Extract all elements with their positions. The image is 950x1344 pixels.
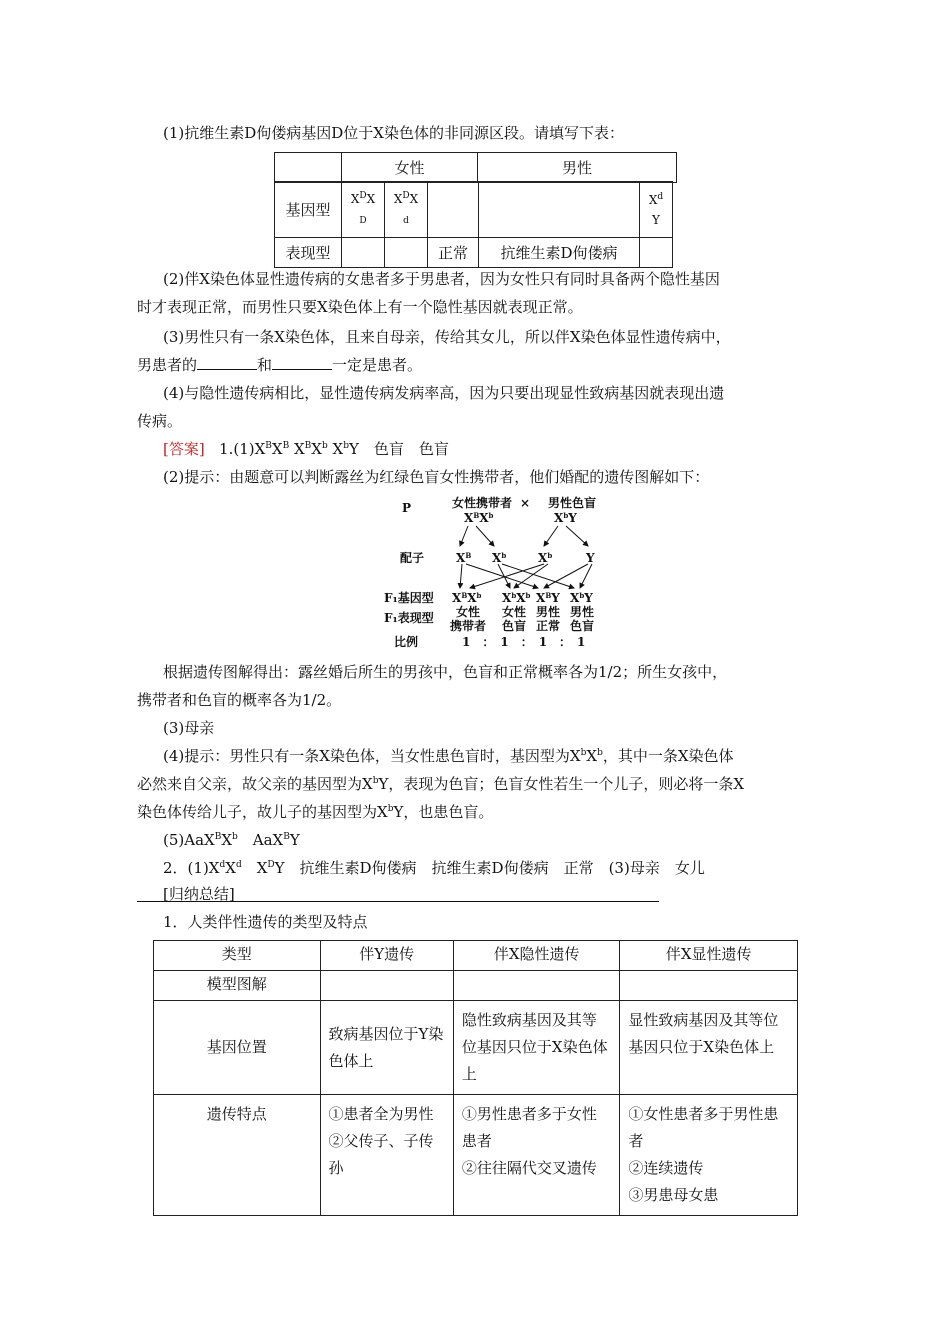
genotype-label: 基因型: [275, 182, 342, 238]
row-location-y: 致病基因位于Y染色体上: [320, 1001, 453, 1095]
row-feature-y: ①患者全为男性 ②父传子、子传孙: [320, 1095, 453, 1216]
f1-phenotype-4a: 男性: [570, 605, 595, 619]
f1-phenotype-4b: 色盲: [570, 619, 595, 633]
q4-line-1: (4)与隐性遗传病相比，显性遗传病发病率高，因为只要出现显性致病基因就表现出遗: [163, 384, 725, 402]
f1-genotype-4: $X^bY$: [570, 591, 593, 605]
row-feature-label: 遗传特点: [154, 1095, 321, 1216]
f1-phenotype-3b: 正常: [536, 619, 561, 633]
phenotype-normal: 正常: [428, 238, 479, 268]
answer-2-conclusion-1: 根据遗传图解得出：露丝婚后所生的男孩中，色盲和正常概率各为1/2；所生女孩中，: [163, 663, 728, 681]
row-model-xr: [453, 971, 620, 1001]
answer-5: $(5)AaX^BX^b$ AaX$^B$Y: [163, 831, 300, 849]
q2-line-2: 时才表现正常，而男性只要X染色体上有一个隐性基因就表现正常。: [137, 298, 583, 316]
f1-phenotype-1a: 女性: [456, 605, 481, 619]
gamete-label: 配子: [400, 551, 425, 565]
header-x-dominant: 伴X显性遗传: [620, 941, 798, 971]
cross-symbol: ×: [520, 496, 531, 510]
header-x-recessive: 伴X隐性遗传: [453, 941, 620, 971]
row-feature-xd: ①女性患者多于男性患者 ②连续遗传 ③男患母女患: [620, 1095, 798, 1216]
answer-2: (2)提示：由题意可以判断露丝为红绿色盲女性携带者，他们婚配的遗传图解如下：: [163, 468, 710, 486]
blank-1[interactable]: [197, 355, 257, 370]
phenotype-disease: 抗维生素D佝偻病: [479, 238, 640, 268]
phenotype-label: 表现型: [275, 238, 342, 268]
ratio-label: 比例: [394, 635, 419, 649]
answer-q2: 2．$(1)X^dX^d$ $X^DY$ 抗维生素D佝偻病 抗维生素D佝偻病 正常 (3)母亲 女儿: [163, 859, 705, 877]
male-header: 男性: [478, 153, 677, 183]
ratio-values: 1 ： 1 ： 1 ： 1: [462, 635, 586, 649]
father-label: 男性色盲: [548, 496, 597, 510]
q4-line-2: 传病。: [137, 412, 183, 430]
answer-1: [答案] $1.(1)X^BX^B$ $X^BX^b$ $X^bY$ 色盲 色盲: [163, 440, 449, 458]
gamete-y-father: Y: [586, 551, 595, 565]
question-1-intro: (1)抗维生素D佝偻病基因D位于X染色体的非同源区段。请填写下表：: [163, 124, 624, 142]
summary-table: [153, 940, 798, 1216]
f1-genotype-label: F₁基因型: [384, 591, 434, 605]
answer-4-line-3: 染色体传给儿子，故儿子的基因型为$X^bY$，也患色盲。: [137, 803, 494, 821]
f1-phenotype-2a: 女性: [502, 605, 527, 619]
q3-line-2: 男患者的 和 一定是患者。: [137, 356, 423, 374]
f1-genotype-1: $X^BX^b$: [452, 591, 482, 605]
answer-3: (3)母亲: [163, 719, 215, 737]
f1-phenotype-3a: 男性: [536, 605, 561, 619]
f1-genotype-3: $X^BY$: [536, 591, 560, 605]
row-location-xr: 隐性致病基因及其等位基因只位于X染色体上: [453, 1001, 620, 1095]
answer-4-line-2: 必然来自父亲，故父亲的基因型为$X^bY$，表现为色盲；色盲女性若生一个儿子，则必将一条X: [137, 775, 745, 793]
q3-line-1: (3)男性只有一条X染色体，且来自母亲，传给其女儿，所以伴X染色体显性遗传病中，: [163, 328, 731, 346]
f1-phenotype-1b: 携带者: [450, 619, 487, 633]
female-header: 女性: [342, 153, 478, 183]
f1-phenotype-label: F₁表现型: [384, 611, 434, 625]
row-model-y: [320, 971, 453, 1001]
row-model-xd: [620, 971, 798, 1001]
label-p: P: [402, 501, 412, 515]
header-type: 类型: [154, 941, 321, 971]
row-feature-xr: ①男性患者多于女性患者 ②往往隔代交叉遗传: [453, 1095, 620, 1216]
genotype-cell-1: $X^DX$ D: [342, 182, 385, 238]
answer-2-conclusion-2: 携带者和色盲的概率各为1/2。: [137, 691, 342, 709]
genotype-cell-male: $X^d$ Y: [640, 182, 673, 238]
blank-2[interactable]: [272, 355, 332, 370]
summary-underline: [137, 901, 659, 902]
gamete-xb-mother: $X^B$: [456, 551, 472, 565]
answer-4-line-1: (4)提示：男性只有一条X染色体，当女性患色盲时，基因型为$X^bX^b$，其中一条X染色体: [163, 747, 734, 765]
summary-heading: 1．人类伴性遗传的类型及特点: [163, 913, 368, 931]
genotype-cell-2: $X^DX$ d: [385, 182, 428, 238]
header-y: 伴Y遗传: [320, 941, 453, 971]
gamete-xb-father: $X^b$: [538, 551, 553, 565]
gamete-xb-small-mother: $X^b$: [492, 551, 507, 565]
row-location-xd: 显性致病基因及其等位基因只位于X染色体上: [620, 1001, 798, 1095]
genetic-diagram: [380, 492, 610, 652]
q2-line-1: (2)伴X染色体显性遗传病的女患者多于男患者，因为女性只有同时具备两个隐性基因: [163, 270, 720, 288]
mother-genotype: $X^BX^b$: [464, 511, 494, 525]
f1-genotype-2: $X^bX^b$: [502, 591, 531, 605]
row-location-label: 基因位置: [154, 1001, 321, 1095]
summary-title: [归纳总结]: [163, 885, 235, 903]
row-model-label: 模型图解: [154, 971, 321, 1001]
father-genotype: $X^bY$: [554, 511, 577, 525]
answer-tag: [答案]: [163, 440, 205, 458]
f1-phenotype-2b: 色盲: [502, 619, 527, 633]
mother-label: 女性携带者: [452, 496, 513, 510]
